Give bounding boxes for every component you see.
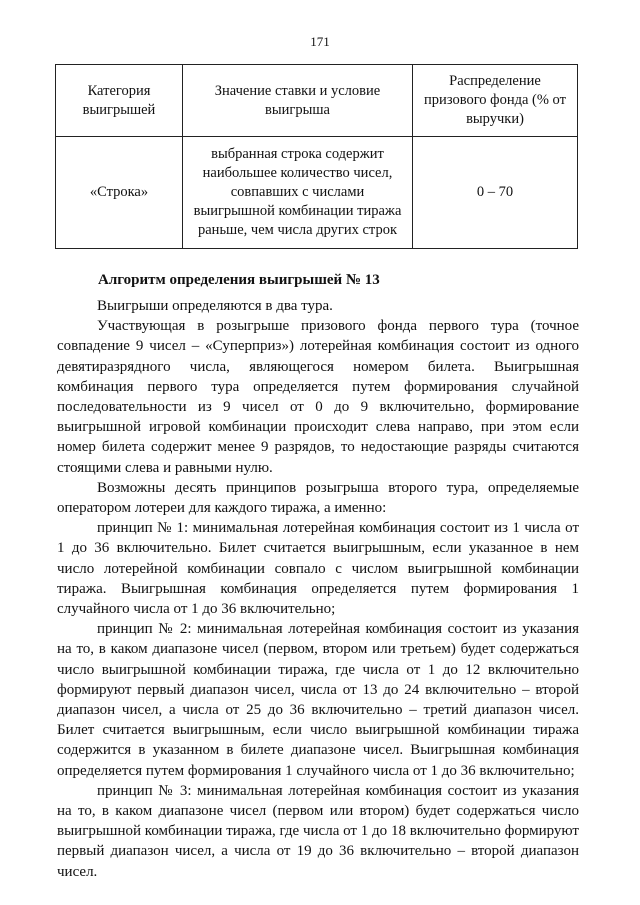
cell-distribution: 0 – 70 [413,137,578,249]
section-heading: Алгоритм определения выигрышей № 13 [98,272,380,288]
table-header-row [56,65,578,137]
table-row [56,137,578,249]
header-category: Категория выигрышей [56,65,183,137]
cell-category: «Строка» [56,137,183,249]
header-distribution: Распределение призового фонда (% от выручки) [413,65,578,137]
paragraph: Выигрыши определяются в два тура. [97,298,333,314]
prize-table [55,64,578,249]
paragraph: Возможны десять принципов розыгрыша второго тура, определяемые оператором лотереи для каждого тиража, а именно: [57,479,579,517]
cell-condition: выбранная строка содержит наибольшее количество чисел, совпавших с числами выигрышной комбинации тиража раньше, чем числа других строк [183,137,413,249]
page-number: 171 [310,34,330,49]
paragraph: принцип № 2: минимальная лотерейная комбинация состоит из указания на то, в каком диапазоне чисел (первом, втором или третьем) будет содержаться число выигрышной комбинации тиража, где числа от 1 до 12 включительно формируют первый диапазон чисел, числа от 13 до 24 включительно – второй диапазон чисел, а числа от 25 до 36 включительно – третий диапазон чисел. Билет считается выигрышным, если число выигрышной комбинации тиража содержится в указанном в билете диапазоне чисел. Выигрышная комбинация определяется путем формирования 1 случайного числа от 1 до 36 включительно; [57,621,579,779]
header-condition: Значение ставки и условие выигрыша [183,65,413,137]
paragraph: принцип № 3: минимальная лотерейная комбинация состоит из указания на то, в каком диапазоне чисел (первом или втором) будет содержаться число выигрышной комбинации тиража, где числа от 1 до 18 включительно формируют первый диапазон чисел, а числа от 19 до 36 включительно – второй диапазон чисел. [57,782,579,880]
paragraph: принцип № 1: минимальная лотерейная комбинация состоит из 1 числа от 1 до 36 включительно. Билет считается выигрышным, если указанное в нем число лотерейной комбинации совпало с числом выигрышной комбинации тиража. Выигрышная комбинация определяется путем формирования 1 случайного числа от 1 до 36 включительно; [57,520,579,618]
paragraph: Участвующая в розыгрыше призового фонда первого тура (точное совпадение 9 чисел – «Суперприз») лотерейная комбинация состоит из одного девятиразрядного числа, являющегося номером билета. Выигрышная комбинация первого тура определяется путем формирования случайной последовательности из 9 чисел от 0 до 9 включительно, формирование выигрышной игровой комбинации происходит слева направо, при этом если номер билета содержит менее 9 разрядов, то недостающие разряды считаются стоящими слева и равными нулю. [57,318,579,476]
body-text [57,296,579,882]
